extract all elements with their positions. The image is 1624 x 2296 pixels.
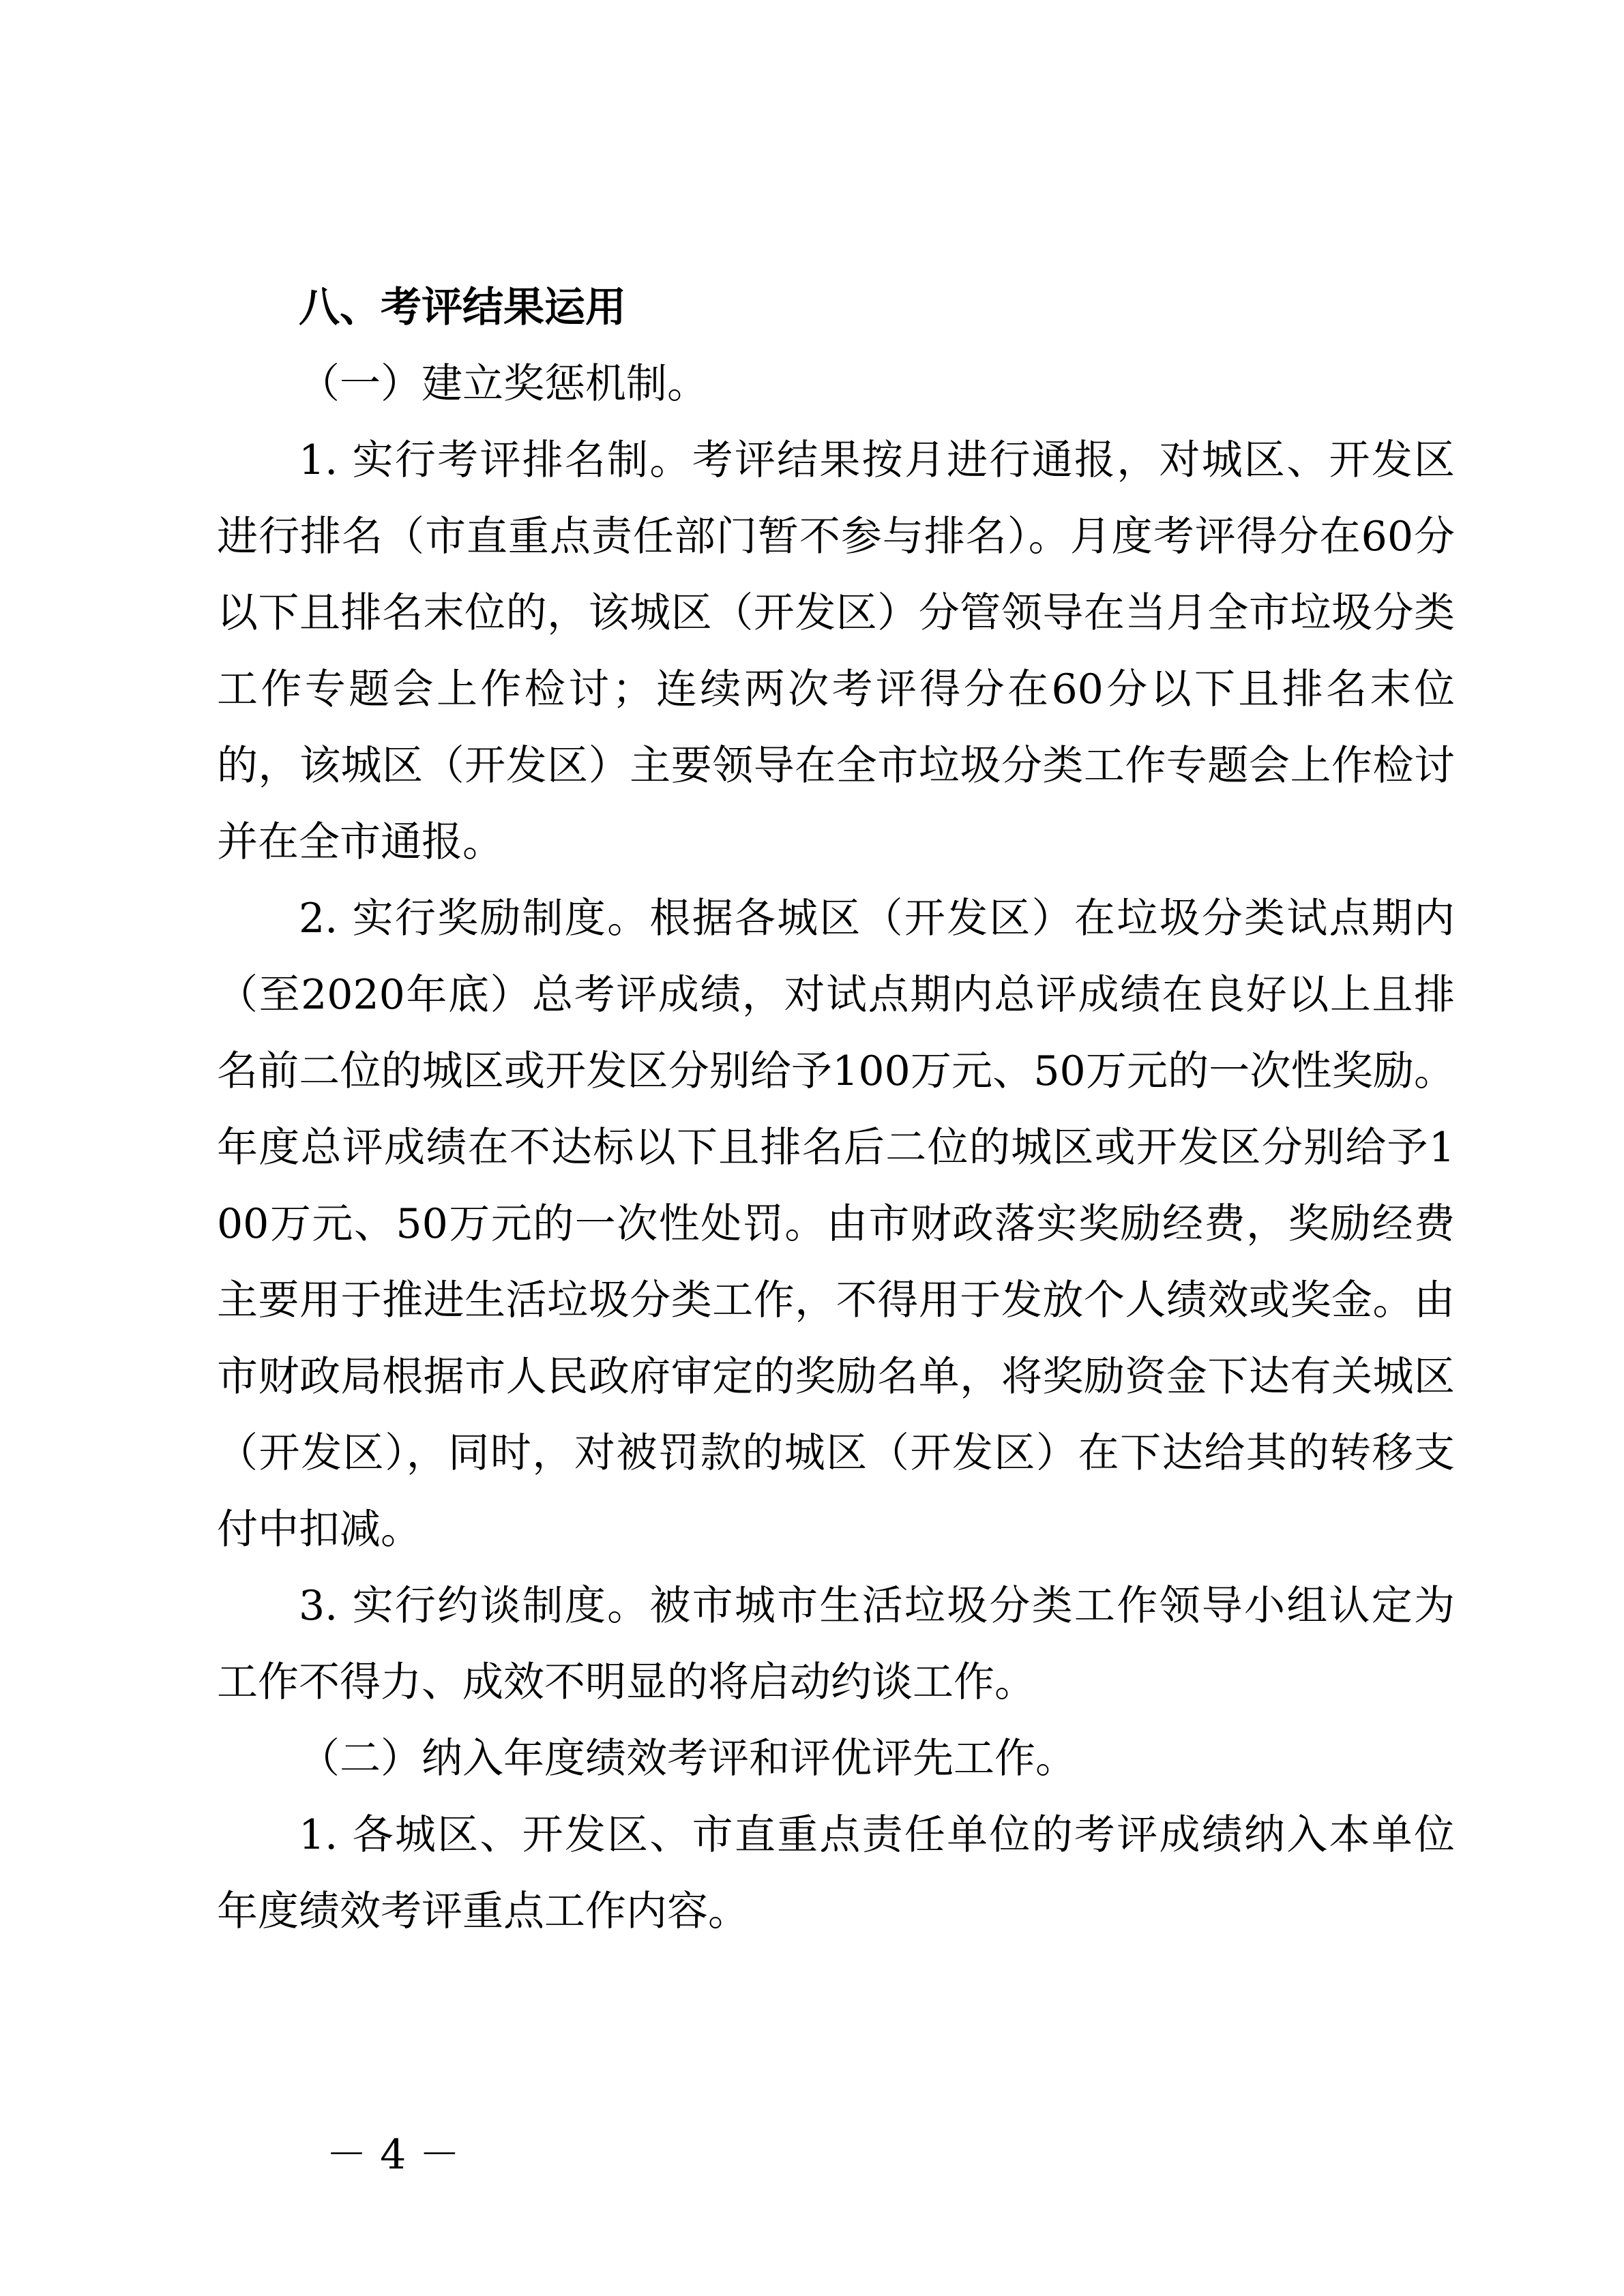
section-heading: 八、考评结果运用 (299, 284, 626, 331)
subsection-heading-2: （二）纳入年度绩效考评和评优评先工作。 (299, 1735, 1076, 1783)
paragraph-performance-evaluation: 1. 各城区、开发区、市直重点责任单位的考评成绩纳入本单位年度绩效考评重点工作内容。 (217, 1811, 1455, 1935)
page-number: － 4 － (326, 2131, 460, 2179)
paragraph-reward-system: 2. 实行奖励制度。根据各城区（开发区）在垃圾分类试点期内（至2020年底）总考评成绩，对试点期内总评成绩在良好以上且排名前二位的城区或开发区分别给予100万元、50万元的一次性奖励。年度总评成绩在不达标以下且排名后二位的城区或开发区分别给予100万元、50万元的一次性处罚。由市财政落实奖励经费，奖励经费主要用于推进生活垃圾分类工作，不得用于发放个人绩效或奖金。由市财政局根据市人民政府审定的奖励名单，将奖励资金下达有关城区（开发区），同时，对被罚款的城区（开发区）在下达给其的转移支付中扣减。 (217, 895, 1455, 1553)
subsection-heading-1: （一）建立奖惩机制。 (299, 360, 708, 408)
document-body (217, 269, 1455, 1950)
paragraph-interview-system: 3. 实行约谈制度。被市城市生活垃圾分类工作领导小组认定为工作不得力、成效不明显的将启动约谈工作。 (217, 1582, 1455, 1706)
paragraph-ranking-system: 1. 实行考评排名制。考评结果按月进行通报，对城区、开发区进行排名（市直重点责任部门暂不参与排名）。月度考评得分在60分以下且排名末位的，该城区（开发区）分管领导在当月全市垃圾分类工作专题会上作检讨；连续两次考评得分在60分以下且排名末位的，该城区（开发区）主要领导在全市垃圾分类工作专题会上作检讨并在全市通报。 (217, 436, 1455, 866)
